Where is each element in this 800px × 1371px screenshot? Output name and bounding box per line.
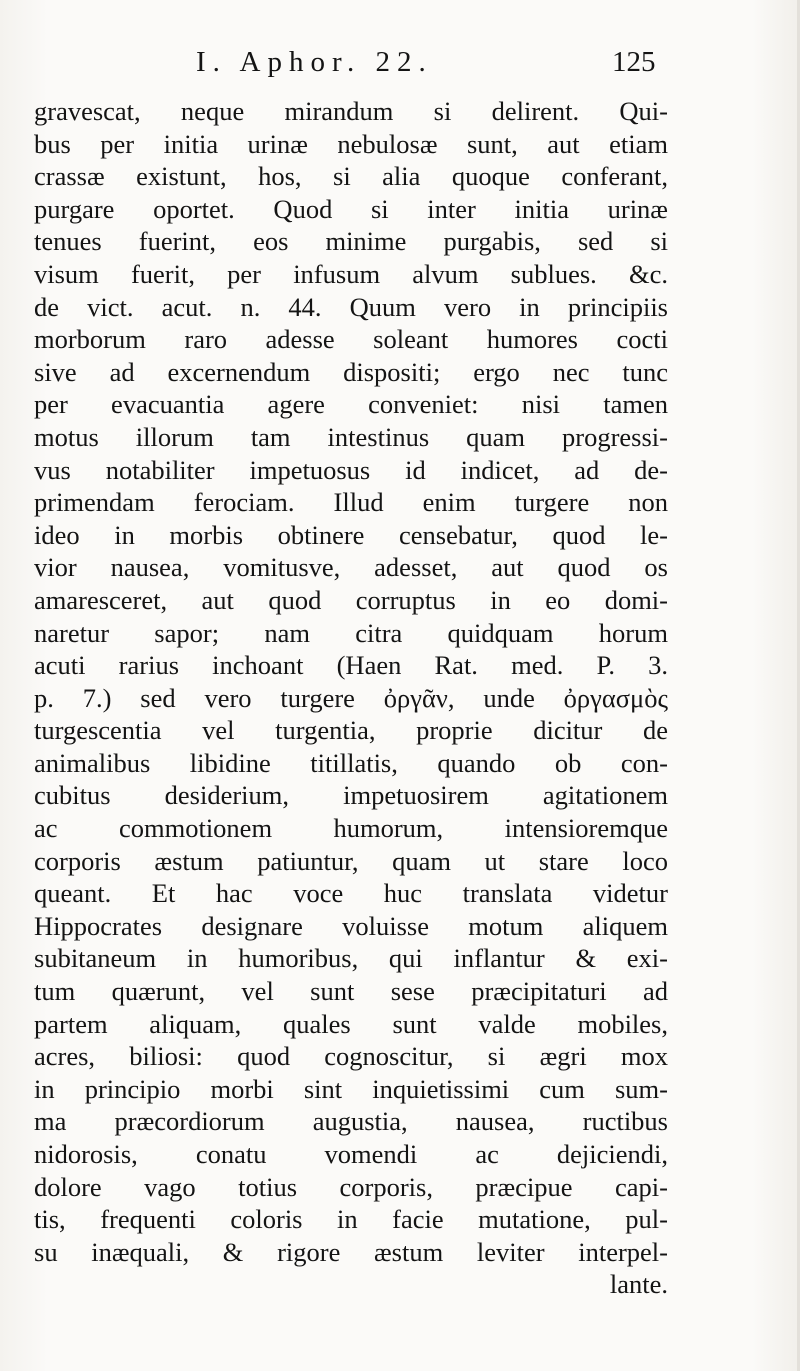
text-line: visum fuerit, per infusum alvum sublues. &c. [34, 258, 668, 289]
text-line: in principio morbi sint inquietissimi cum sum- [34, 1073, 668, 1104]
text-line: tis, frequenti coloris in facie mutatione, pul- [34, 1204, 668, 1235]
text-line: Hippocrates designare voluisse motum aliquem [34, 910, 668, 941]
text-line: morborum raro adesse soleant humores cocti [34, 324, 668, 355]
text-line-last: lante. [609, 1269, 668, 1300]
text-line: cubitus desiderium, impetuosirem agitationem [34, 780, 668, 811]
text-line: tum quærunt, vel sunt sese præcipitaturi ad [34, 976, 668, 1007]
text-line: turgescentia vel turgentia, proprie dicitur de [34, 715, 668, 746]
text-line: nidorosis, conatu vomendi ac dejiciendi, [34, 1139, 668, 1169]
text-line: acuti rarius inchoant (Haen Rat. med. P. 3. [34, 650, 668, 681]
text-line: ac commotionem humorum, intensioremque [34, 813, 668, 844]
text-line: per evacuantia agere conveniet: nisi tamen [34, 389, 668, 420]
text-line: de vict. acut. n. 44. Quum vero in principiis [34, 291, 668, 322]
text-line: dolore vago totius corporis, præcipue capi- [34, 1171, 668, 1202]
running-head [0, 46, 800, 86]
text-line: vior nausea, vomitusve, adesset, aut quod os [34, 552, 668, 583]
running-head-title: I. Aphor. 22. [196, 46, 433, 78]
text-line: corporis æstum patiuntur, quam ut stare loco [34, 845, 668, 876]
text-line: ideo in morbis obtinere censebatur, quod le- [34, 519, 668, 550]
text-line: p. 7.) sed vero turgere ὀργᾶν, unde ὀργασμὸς [34, 682, 668, 713]
text-line: animalibus libidine titillatis, quando ob con- [34, 747, 668, 778]
text-line: sive ad excernendum dispositi; ergo nec tunc [34, 356, 668, 387]
text-line: su inæquali, & rigore æstum leviter interpel- [34, 1236, 668, 1267]
text-line: subitaneum in humoribus, qui inflantur & exi- [34, 943, 668, 974]
text-line: acres, biliosi: quod cognoscitur, si ægri mox [34, 1041, 668, 1072]
text-line: vus notabiliter impetuosus id indicet, ad de- [34, 454, 668, 485]
page-number: 125 [612, 46, 656, 78]
text-line: ma præcordiorum augustia, nausea, ructibus [34, 1106, 668, 1137]
text-line: tenues fuerint, eos minime purgabis, sed si [34, 226, 668, 257]
text-line: queant. Et hac voce huc translata videtur [34, 878, 668, 909]
text-line: primendam ferociam. Illud enim turgere non [34, 487, 668, 518]
text-line: gravescat, neque mirandum si delirent. Qui- [34, 96, 668, 126]
text-line: motus illorum tam intestinus quam progressi- [34, 421, 668, 452]
text-line: crassæ existunt, hos, si alia quoque conferant, [34, 161, 668, 192]
text-line: naretur sapor; nam citra quidquam horum [34, 617, 668, 648]
text-line: partem aliquam, quales sunt valde mobiles, [34, 1008, 668, 1039]
body-text [34, 95, 668, 1301]
text-line: amaresceret, aut quod corruptus in eo domi- [34, 584, 668, 615]
text-line: bus per initia urinæ nebulosæ sunt, aut etiam [34, 128, 668, 159]
text-line: purgare oportet. Quod si inter initia urinæ [34, 193, 668, 224]
